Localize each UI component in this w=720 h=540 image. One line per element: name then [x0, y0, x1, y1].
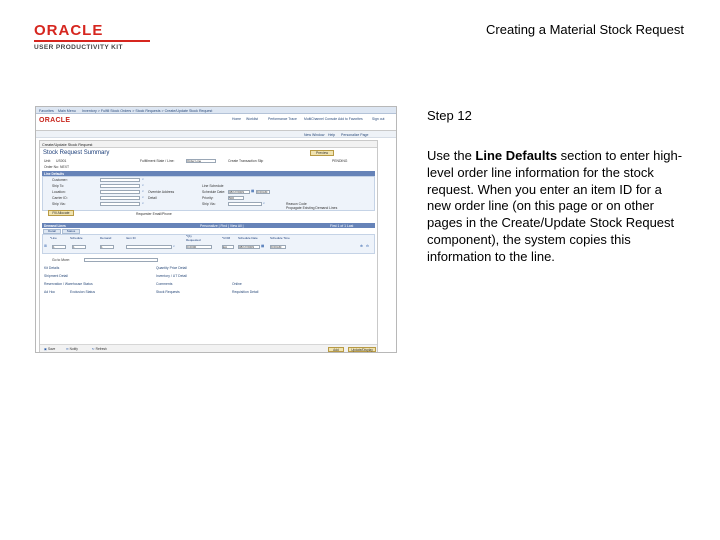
col-schedule-date: Schedule Date	[238, 236, 258, 240]
order-no-label: Order No:	[44, 165, 59, 169]
unit-value: US001	[56, 159, 67, 163]
preview-button[interactable]: Preview	[310, 150, 334, 156]
ship-to-lookup-icon[interactable]: ⌕	[142, 183, 145, 187]
logo-rule	[34, 40, 150, 42]
save-icon: ▣	[44, 346, 48, 351]
demand-grid	[42, 234, 375, 254]
line-schedule-label: Line Schedule	[202, 184, 224, 188]
ship-to-input[interactable]	[100, 184, 140, 188]
menu-breadcrumb-bar	[36, 107, 396, 114]
ship-via-right-input[interactable]	[228, 202, 262, 206]
row-item-input[interactable]	[126, 245, 172, 249]
customer-input[interactable]	[100, 178, 140, 182]
link-online[interactable]: Online	[232, 282, 242, 286]
link-shipment-detail[interactable]: Shipment Detail	[44, 274, 68, 278]
row-line-input[interactable]: 1	[52, 245, 66, 249]
page-title: Create/Update Stock Request	[40, 141, 377, 148]
link-ad-hoc[interactable]: Ad Hoc	[44, 290, 56, 294]
oracle-logo-text: ORACLE	[34, 22, 104, 39]
page-actions-bar	[36, 131, 396, 138]
refresh-label: Refresh	[95, 346, 107, 351]
step-label: Step 12	[427, 108, 472, 123]
breadcrumb[interactable]: Inventory > Fulfill Stock Orders > Stock Requests > Create/Update Stock Request	[82, 108, 213, 113]
status-value: PENDING	[332, 159, 348, 163]
link-quantity-price-detail[interactable]: Quantity Price Detail	[156, 266, 187, 270]
row-schedule-input[interactable]: 1	[72, 245, 86, 249]
ship-to-label: Ship To:	[52, 184, 65, 188]
nav-performance-trace[interactable]: Performance Trace	[268, 117, 297, 121]
app-header	[36, 114, 396, 131]
notify-icon: ✉	[66, 346, 69, 351]
page-body	[40, 148, 377, 353]
priority-input[interactable]: 500	[228, 196, 244, 200]
refresh-button[interactable]	[92, 347, 107, 352]
nav-signout[interactable]: Sign out	[372, 117, 385, 121]
link-requisition-detail[interactable]: Requisition Detail	[232, 290, 259, 294]
favorites-menu[interactable]: Favorites	[39, 108, 54, 113]
fill-allocate-button[interactable]: Fill Allocate	[48, 210, 74, 216]
page-panel	[39, 140, 378, 352]
calendar-icon[interactable]: ▦	[251, 189, 255, 193]
oracle-upk-logo	[34, 22, 154, 51]
save-label: Save	[48, 346, 56, 351]
notify-label: Notify	[69, 346, 78, 351]
fulfillment-select[interactable]: Order Line	[186, 159, 216, 164]
delete-row-icon[interactable]: ⊖	[366, 244, 370, 248]
ship-via-label: Ship Via:	[52, 202, 66, 206]
nav-home[interactable]: Home	[232, 117, 242, 121]
desc-post: section to enter high-level order line information for the stock request. When you enter an item ID for a new order line (on this page or on other pages in the Create/Update Stock Request component), the system copies this information to the line.	[427, 148, 683, 264]
link-exclusion-status[interactable]: Exclusion Status	[70, 290, 96, 294]
link-reservation-status[interactable]: Reservation / Warehouse Status	[44, 282, 93, 286]
personalize-page-link[interactable]: Personalize Page	[341, 132, 369, 137]
demand-lines-title: Demand Lines	[44, 223, 66, 228]
link-stock-requests[interactable]: Stock Requests	[156, 290, 180, 294]
unit-label: Unit:	[44, 159, 51, 163]
schedule-time-input[interactable]: 9:00AM	[256, 190, 270, 194]
priority-label: Priority:	[202, 196, 214, 200]
propagate-lines-link[interactable]: Propagate Existing Demand Lines	[286, 206, 338, 210]
row-uom-input[interactable]: EA	[222, 245, 234, 249]
grid-navigation[interactable]: First 1 of 1 Last	[330, 224, 354, 228]
save-button[interactable]	[44, 347, 55, 352]
requester-email-link[interactable]: Requester Email/Phone	[136, 212, 172, 216]
grid-personalize-links[interactable]: Personalize | Find | View All |	[200, 224, 244, 228]
application-screenshot	[35, 106, 397, 353]
go-to-more-select[interactable]	[84, 258, 158, 263]
new-window-link[interactable]: New Window	[304, 132, 325, 137]
create-transaction-slip[interactable]: Create Transaction Slip	[228, 159, 264, 163]
tab-detail[interactable]: Detail	[43, 229, 61, 234]
carrier-id-label: Carrier ID:	[52, 196, 68, 200]
refresh-icon: ↻	[92, 346, 95, 351]
row-demand-input[interactable]: 1	[100, 245, 114, 249]
nav-multichannel[interactable]: MultiChannel Console	[304, 117, 338, 121]
step-description	[427, 148, 689, 266]
row-time-input[interactable]: 9:00AM	[270, 245, 286, 249]
location-lookup-icon[interactable]: ⌕	[142, 189, 145, 193]
detail-link[interactable]: Detail	[148, 196, 157, 200]
desc-pre: Use the	[427, 148, 476, 163]
nav-add-favorites[interactable]: Add to Favorites	[338, 117, 363, 121]
row-qty-input[interactable]: 0.0000	[186, 245, 212, 249]
app-oracle-logo: ORACLE	[39, 117, 71, 124]
row-calendar-icon[interactable]: ▦	[261, 244, 265, 248]
link-comments[interactable]: Comments	[156, 282, 173, 286]
carrier-id-input[interactable]	[100, 196, 140, 200]
row-date-input[interactable]: 08/17/2009	[238, 245, 260, 249]
customer-lookup-icon[interactable]: ⌕	[142, 177, 145, 181]
ship-via-right-lookup-icon[interactable]: ⌕	[263, 201, 266, 205]
location-input[interactable]	[100, 190, 140, 194]
bottom-toolbar	[40, 344, 377, 353]
line-defaults-title: Line Defaults	[44, 171, 65, 176]
link-inventory-detail[interactable]: Inventory / UT Detail	[156, 274, 187, 278]
link-kit-details[interactable]: Kit Details	[44, 266, 60, 270]
schedule-date-label: Schedule Date:	[202, 190, 226, 194]
help-link[interactable]: Help	[328, 132, 336, 137]
col-uom: *UOM	[222, 236, 231, 240]
ship-via-right-label: Ship Via:	[202, 202, 216, 206]
logo-subtitle: USER PRODUCTIVITY KIT	[34, 44, 123, 51]
main-menu[interactable]: Main Menu	[58, 108, 76, 113]
ship-via-input[interactable]	[100, 202, 140, 206]
document-title: Creating a Material Stock Request	[486, 22, 684, 37]
update-display-button[interactable]: Update/Display	[348, 347, 376, 353]
col-schedule-time: Schedule Time	[270, 236, 290, 240]
section-title: Stock Request Summary	[43, 150, 110, 156]
col-item-id: Item ID	[126, 236, 136, 240]
col-line: *Line	[50, 236, 57, 240]
order-no-value: NEXT	[60, 165, 70, 169]
row-expand-icon[interactable]: ⊞	[44, 244, 48, 248]
customer-label: Customer:	[52, 178, 68, 182]
override-address-link[interactable]: Override Address	[148, 190, 175, 194]
fulfillment-label: Fulfillment State / Line:	[140, 159, 175, 163]
col-schedule: Schedule	[70, 236, 83, 240]
reason-code-label: Reason Code	[286, 202, 307, 206]
desc-bold: Line Defaults	[475, 148, 558, 163]
location-label: Location:	[52, 190, 66, 194]
col-demand: Demand	[100, 236, 112, 240]
carrier-lookup-icon[interactable]: ⌕	[142, 195, 145, 199]
go-to-more-label: Go to More:	[52, 258, 70, 262]
ship-via-lookup-icon[interactable]: ⌕	[142, 201, 145, 205]
item-lookup-icon[interactable]: ⌕	[173, 244, 176, 248]
nav-worklist[interactable]: Worklist	[246, 117, 258, 121]
add-row-icon[interactable]: ⊕	[360, 244, 364, 248]
add-button[interactable]: Add	[328, 347, 344, 353]
notify-button[interactable]	[66, 347, 78, 352]
tab-status[interactable]: Status	[62, 229, 80, 234]
col-qty-requested: *Qty Requested	[186, 234, 201, 242]
schedule-date-input[interactable]: 08/17/2009	[228, 190, 250, 194]
